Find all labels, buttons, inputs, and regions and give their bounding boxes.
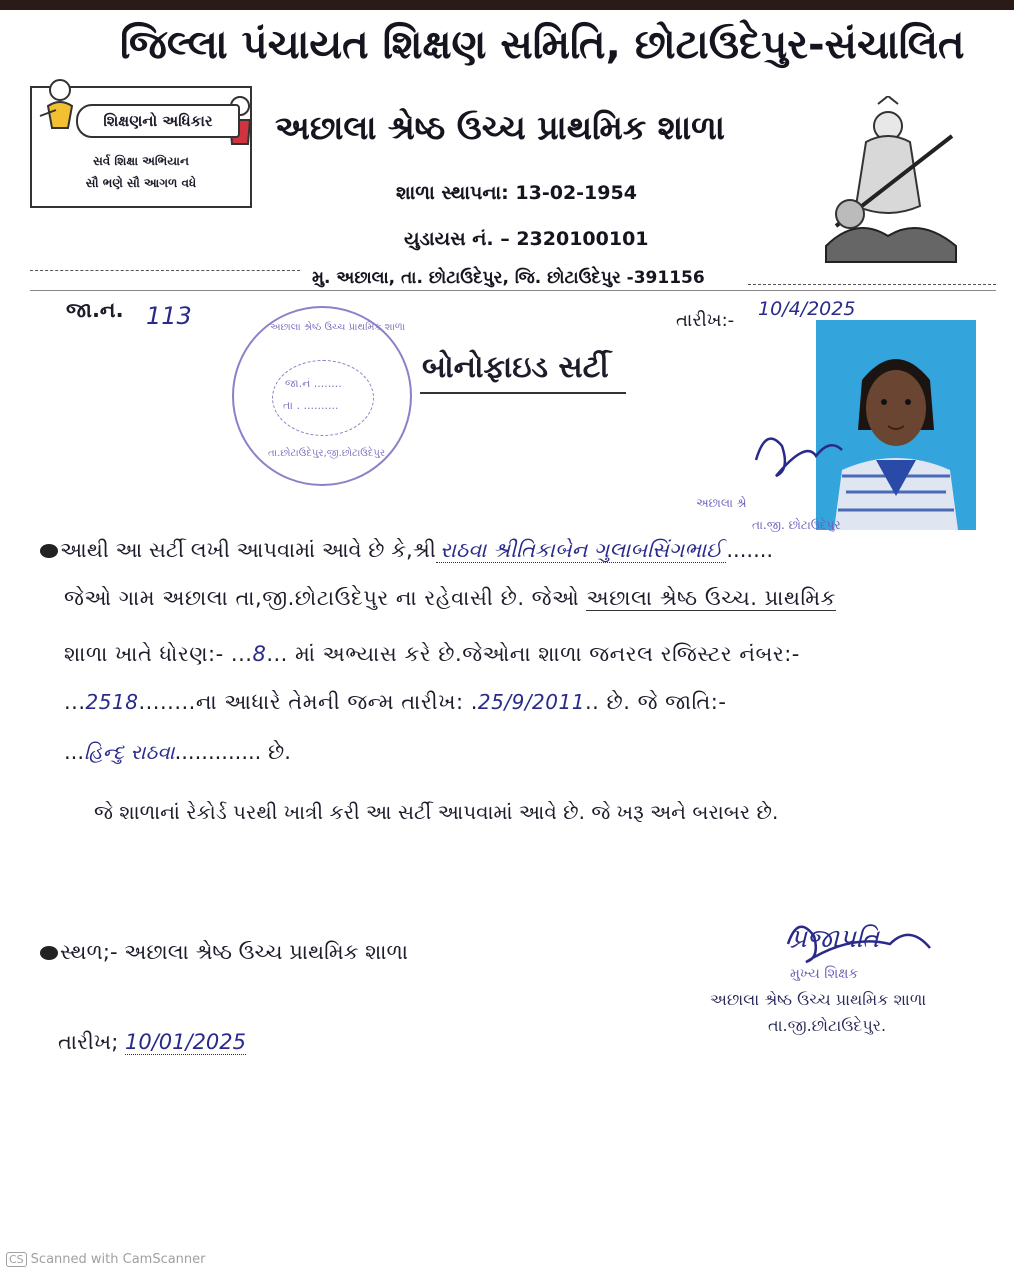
stamp-ring-top: અછાલા શ્રેષ્ઠ ઉચ્ચ પ્રાથમિક શાળા bbox=[270, 322, 406, 333]
line4-mid: ના આધારે તેમની જન્મ તારીખ: bbox=[195, 690, 464, 714]
school-address: મુ. અછાલા, તા. છોટાઉદેપુર, જિ. છોટાઉદેપુર -391156 bbox=[312, 268, 705, 288]
line1-prefix: આથી આ સર્ટી લખી આપવામાં આવે છે કે,શ્રી bbox=[60, 538, 436, 562]
saraswati-icon bbox=[816, 96, 966, 266]
dise-line bbox=[404, 228, 649, 250]
certificate-title: બોનોફાઇડ સર્ટી bbox=[422, 350, 609, 385]
body-line-2 bbox=[64, 586, 836, 611]
ref-number-label: જા.ન. bbox=[66, 298, 124, 322]
title-underline bbox=[420, 392, 626, 394]
ssa-logo bbox=[30, 86, 252, 208]
line3-prefix: શાળા ખાતે ધોરણ:- bbox=[64, 642, 224, 666]
body-line-5: ...હિન્દુ રાઠવા............. છે. bbox=[64, 740, 291, 764]
dise-label: યુડાયસ નં. – bbox=[404, 228, 510, 250]
established-label: શાળા સ્થાપના: bbox=[396, 182, 509, 204]
ref-date-value: 10/4/2025 bbox=[758, 298, 856, 320]
line4-suffix: છે. જે જાતિ:- bbox=[606, 690, 727, 714]
register-no: 2518 bbox=[85, 690, 139, 714]
principal-signature: પ્રજાપતિ bbox=[790, 924, 879, 954]
line2-prefix: જેઓ ગામ અછાલા તા,જી.છોટાઉદેપુર ના રહેવાસી છે. જેઓ bbox=[64, 586, 580, 610]
place-value: અછાલા શ્રેષ્ઠ ઉચ્ચ પ્રાથમિક શાળા bbox=[124, 940, 409, 964]
stamp-date-label: તા . .......... bbox=[283, 399, 339, 412]
body-line-3: શાળા ખાતે ધોરણ:- ...8... માં અભ્યાસ કરે છે.જેઓના શાળા જનરલ રજિસ્ટર નંબર:- bbox=[64, 642, 800, 666]
stamp-no-label: જા.નં ........ bbox=[285, 377, 342, 390]
ref-number-value: 113 bbox=[146, 302, 192, 330]
sign-title: મુખ્ય શિક્ષક bbox=[790, 966, 859, 982]
scan-top-edge bbox=[0, 0, 1014, 10]
established-line bbox=[396, 182, 637, 204]
bullet-icon bbox=[40, 544, 58, 558]
sign-place: તા.જી.છોટાઉદેપુર. bbox=[768, 1016, 887, 1035]
closing-statement: જે શાળાનાં રેકોર્ડ પરથી ખાત્રી કરી આ સર્ટી આપવામાં આવે છે. જે ખરૂ અને બરાબર છે. bbox=[94, 800, 779, 824]
dise-code: 2320100101 bbox=[516, 228, 649, 250]
birth-date: 25/9/2011 bbox=[477, 690, 585, 714]
school-name: અછાલા શ્રેષ્ઠ ઉચ્ચ પ્રાથમિક શાળા bbox=[275, 108, 725, 147]
logo-line2: સૌ ભણે સૌ આગળ વધે bbox=[85, 176, 197, 190]
school-seal-stamp bbox=[232, 306, 412, 486]
logo-ribbon: શિક્ષણનો અધિકાર bbox=[76, 104, 240, 138]
student-name: રાઠવા શ્રીતિકાબેન ગુલાબસિંગભાઈ bbox=[436, 538, 727, 563]
district-heading: જિલ્લા પંચાયત શિક્ષણ સમિતિ, છોટાઉદેપુર-સંચાલિત bbox=[120, 22, 965, 68]
camscanner-logo: CS bbox=[6, 1252, 27, 1267]
camscanner-watermark bbox=[6, 1252, 206, 1267]
body-line-4: ...2518........ના આધારે તેમની જન્મ તારીખ: .25/9/2011.. છે. જે જાતિ:- bbox=[64, 690, 727, 714]
footer-date-line bbox=[58, 1030, 246, 1055]
standard-value: 8 bbox=[252, 642, 267, 666]
ref-date-label: તારીખ:- bbox=[676, 310, 735, 331]
photo-caption-line1: અછાલા શ્રે bbox=[696, 496, 747, 510]
place-label: સ્થળ;- bbox=[60, 940, 118, 964]
header-divider bbox=[30, 290, 996, 291]
header-rule-left bbox=[30, 270, 300, 271]
place-line bbox=[40, 940, 408, 965]
logo-line1: સર્વ શિક્ષા અભિયાન bbox=[93, 154, 189, 168]
stamp-inner-ring bbox=[272, 360, 374, 436]
caste-value: હિન્દુ રાઠવા bbox=[84, 740, 175, 764]
footer-date-value: 10/01/2025 bbox=[124, 1030, 247, 1054]
header-rule-right bbox=[748, 284, 996, 285]
bullet-icon bbox=[40, 946, 58, 960]
line3-suffix: માં અભ્યાસ કરે છે.જેઓના શાળા જનરલ રજિસ્ટર નંબર:- bbox=[295, 642, 800, 666]
body-line-1: આથી આ સર્ટી લખી આપવામાં આવે છે કે,શ્રી રાઠવા શ્રીતિકાબેન ગુલાબસિંગભાઈ ....... bbox=[40, 538, 773, 563]
sign-school: અછાલા શ્રેષ્ઠ ઉચ્ચ પ્રાથમિક શાળા bbox=[710, 990, 927, 1009]
photo-signature-mark bbox=[746, 420, 886, 490]
line5-suffix: છે. bbox=[268, 740, 291, 764]
line2-school: અછાલા શ્રેષ્ઠ ઉચ્ચ. પ્રાથમિક bbox=[586, 586, 836, 610]
stamp-ring-bottom: તા.છોટાઉદેપુર,જી.છોટાઉદેપુર bbox=[268, 448, 386, 459]
signature-scribble bbox=[780, 914, 940, 970]
established-date: 13-02-1954 bbox=[515, 182, 637, 204]
photo-caption-line2: તા.જી. છોટાઉદેપુર bbox=[752, 518, 841, 532]
camscanner-text: Scanned with CamScanner bbox=[30, 1252, 206, 1267]
footer-date-label: તારીખ; bbox=[58, 1030, 119, 1054]
